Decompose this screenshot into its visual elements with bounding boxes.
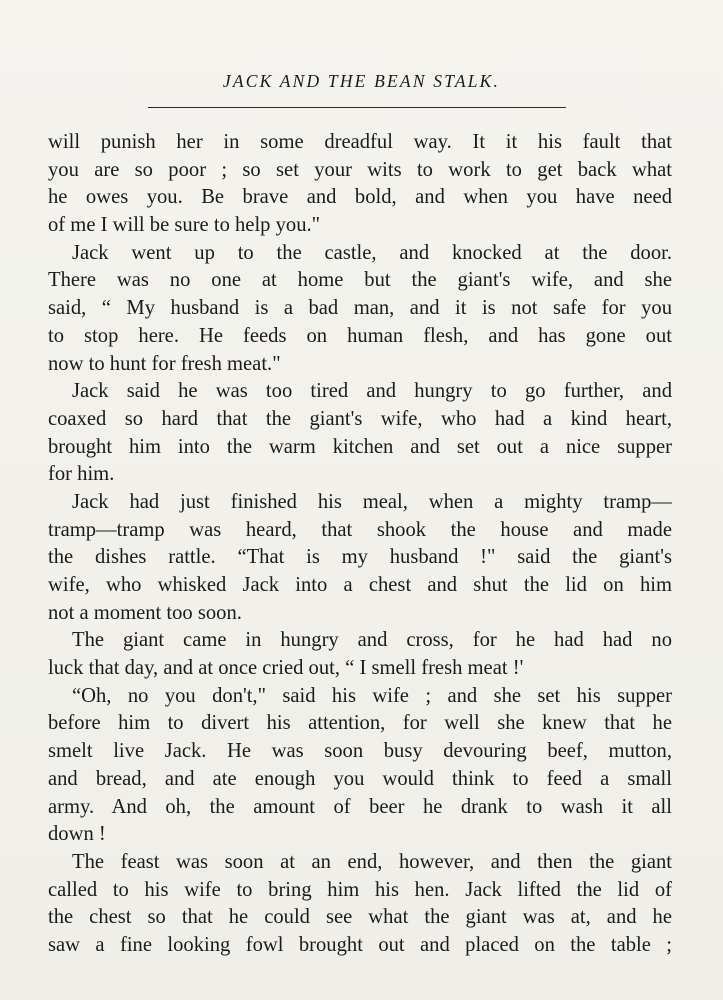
text-line: before him to divert his attention, for well she knew that he <box>48 712 672 735</box>
text-line: not a moment too soon. <box>48 601 242 624</box>
text-line: saw a fine looking fowl brought out and placed on the table ; <box>48 933 672 956</box>
text-line: of me I will be sure to help you." <box>48 214 321 237</box>
text-line: Jack had just finished his meal, when a mighty tramp— <box>72 490 672 513</box>
text-line: The giant came in hungry and cross, for he had had no <box>72 629 672 652</box>
text-line: he owes you. Be brave and bold, and when you have need <box>48 186 672 209</box>
text-line: for him. <box>48 463 115 486</box>
running-title: JACK AND THE BEAN STALK. <box>222 71 501 91</box>
text-line: The feast was soon at an end, however, and then the giant <box>72 850 672 873</box>
text-line: coaxed so hard that the giant's wife, who had a kind heart, <box>48 407 672 430</box>
header-rule <box>148 107 566 108</box>
text-line: now to hunt for fresh meat." <box>48 352 281 375</box>
text-line: wife, who whisked Jack into a chest and shut the lid on him <box>48 574 672 596</box>
text-line: tramp—tramp was heard, that shook the house and made <box>48 518 672 541</box>
text-line: down ! <box>48 823 106 846</box>
text-line: army. And oh, the amount of beer he drank to wash it all <box>48 795 672 818</box>
story-text <box>48 129 672 960</box>
text-line: brought him into the warm kitchen and set out a nice supper <box>48 435 672 458</box>
text-line: you are so poor ; so set your wits to work to get back what <box>48 158 672 181</box>
text-line: the dishes rattle. “That is my husband !" said the giant's <box>48 546 672 569</box>
text-line: said, “ My husband is a bad man, and it is not safe for you <box>48 297 672 320</box>
text-line: luck that day, and at once cried out, “ I smell fresh meat !' <box>48 657 524 680</box>
text-line: There was no one at home but the giant's wife, and she <box>48 269 672 292</box>
text-line: the chest so that he could see what the giant was at, and he <box>48 906 672 929</box>
text-line: and bread, and ate enough you would think to feed a small <box>48 767 672 790</box>
text-line: will punish her in some dreadful way. It it his fault that <box>48 131 672 153</box>
text-line: to stop here. He feeds on human flesh, and has gone out <box>48 324 672 347</box>
text-line: called to his wife to bring him his hen. Jack lifted the lid of <box>48 878 672 901</box>
text-line: smelt live Jack. He was soon busy devouring beef, mutton, <box>48 740 672 763</box>
text-line: “Oh, no you don't," said his wife ; and she set his supper <box>72 684 672 707</box>
text-line: Jack went up to the castle, and knocked at the door. <box>72 241 672 264</box>
text-line: Jack said he was too tired and hungry to go further, and <box>72 380 672 403</box>
